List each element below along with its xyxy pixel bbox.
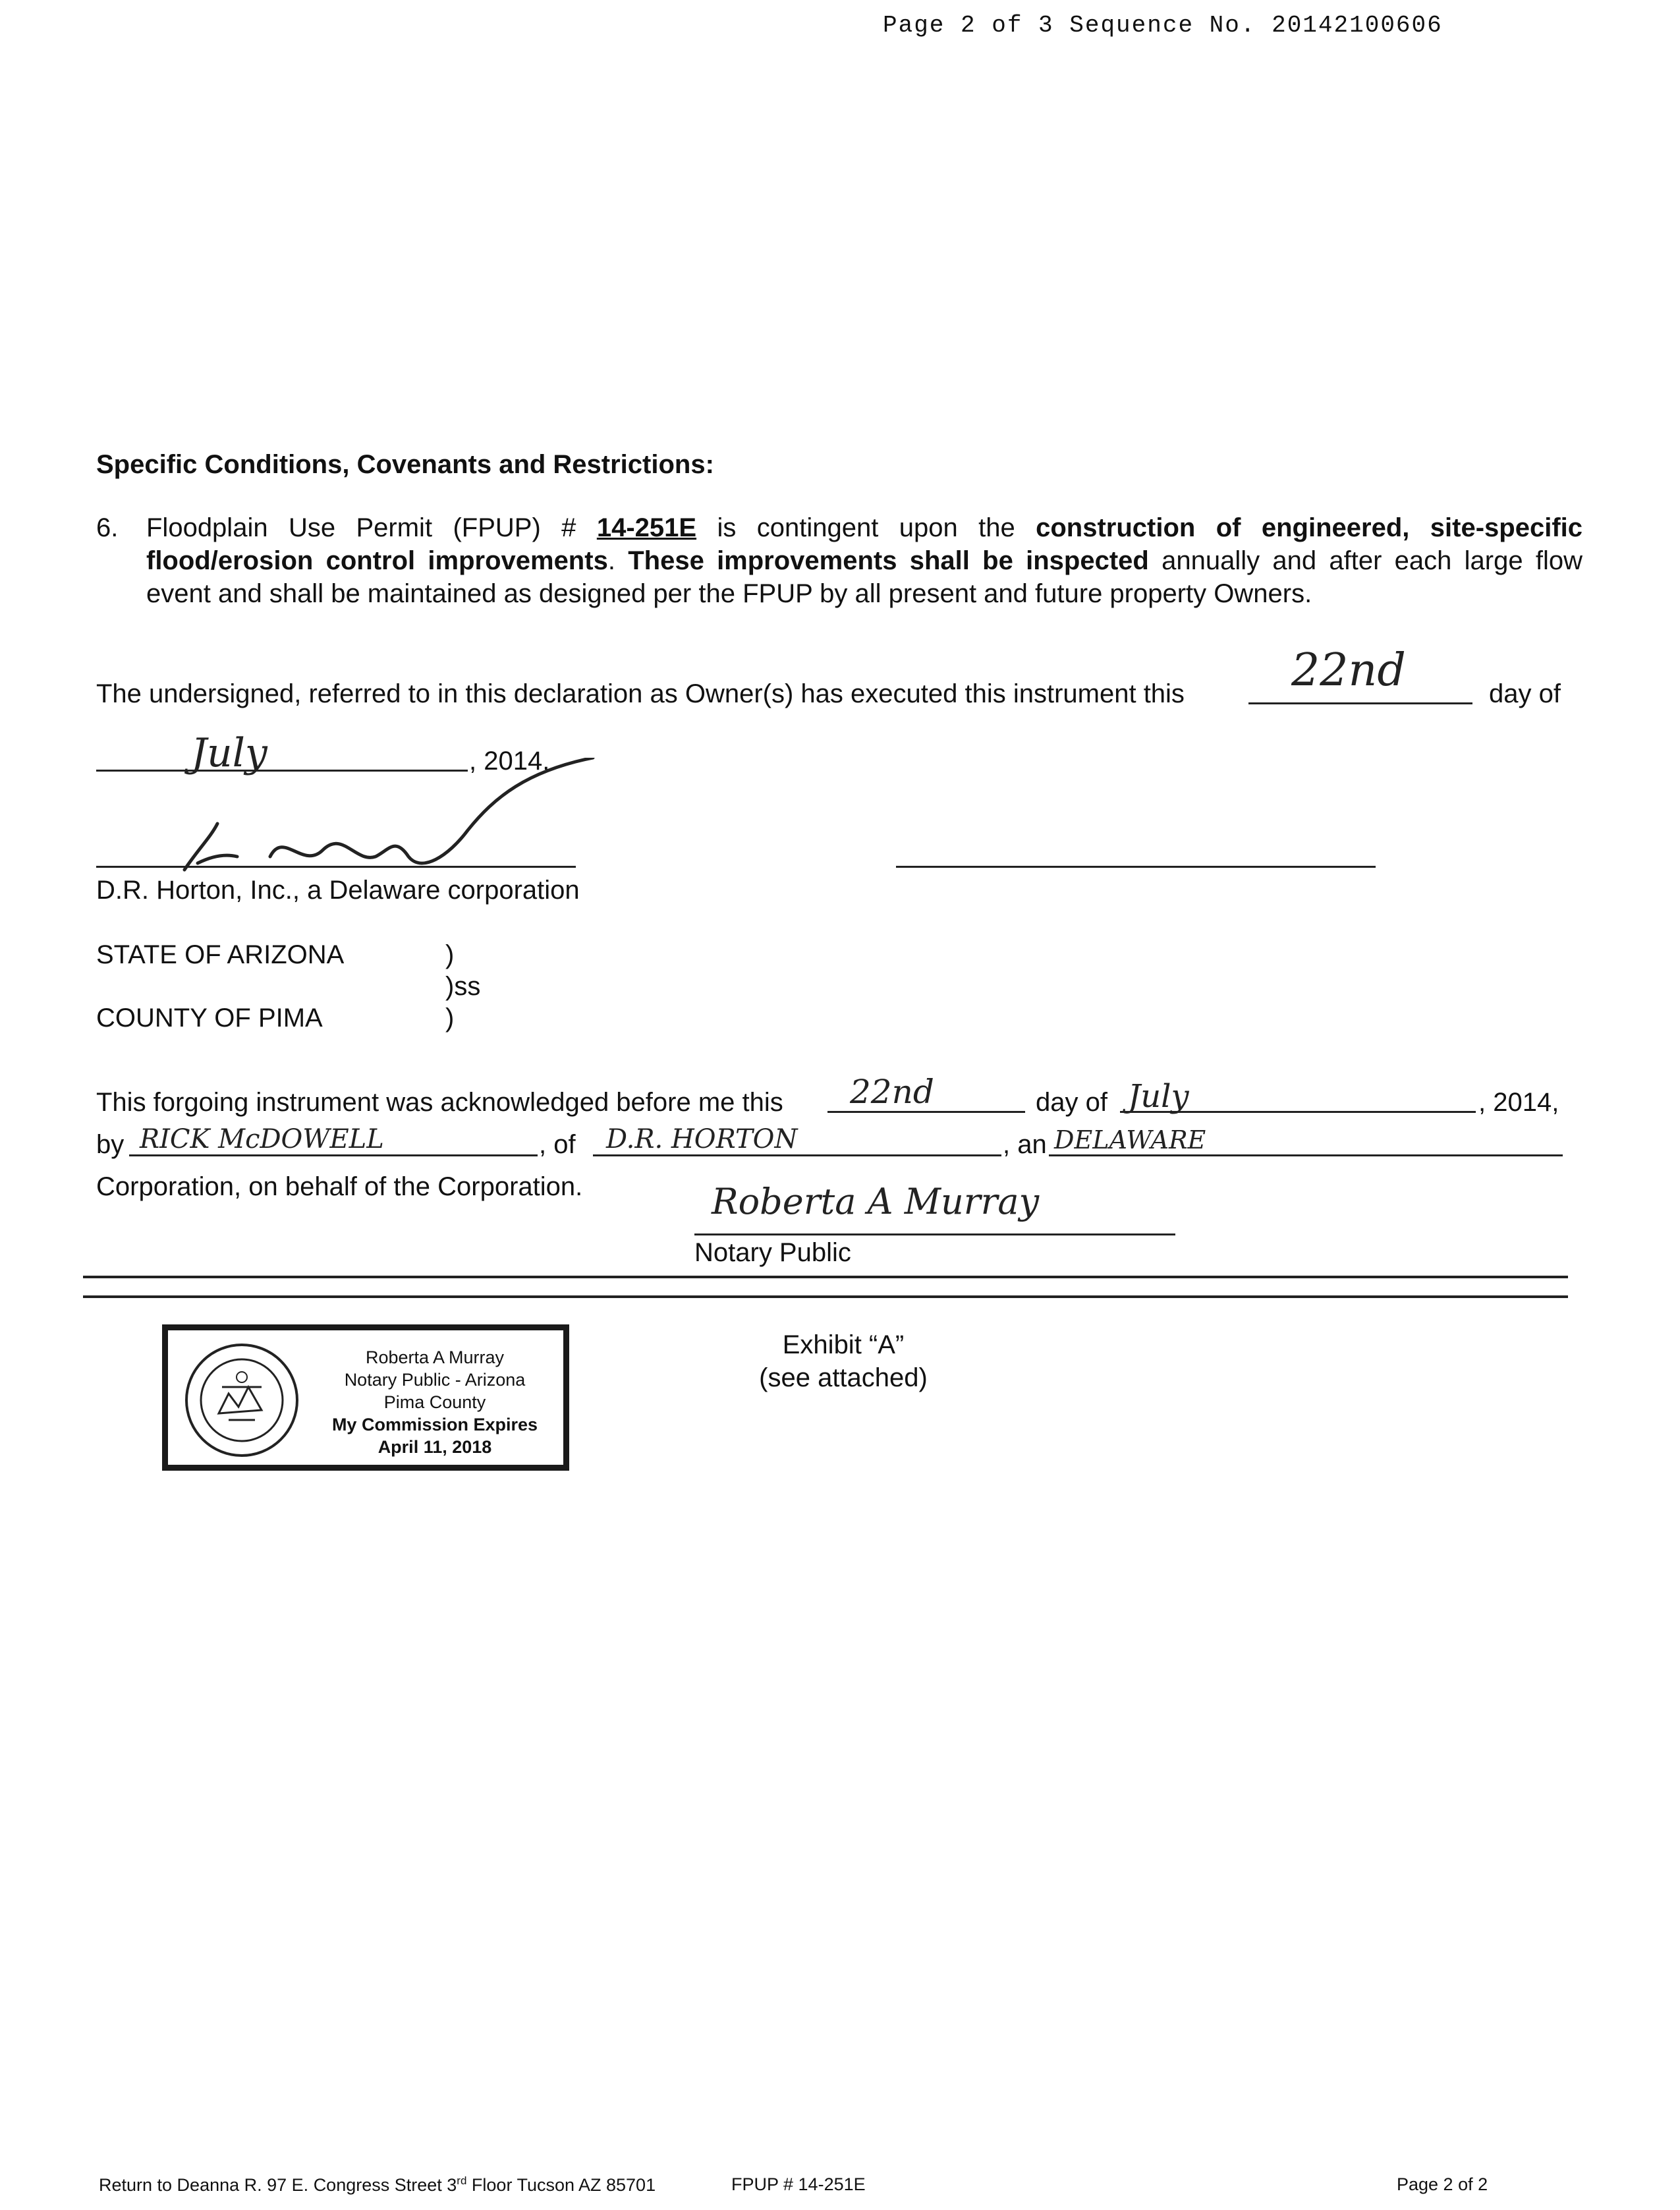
execution-year: , 2014. [469,747,550,776]
execution-month-handwritten: July [191,730,267,776]
rule-bottom [83,1295,1568,1298]
seal-name: Roberta A Murray [365,1347,505,1367]
footer-page-number: Page 2 of 2 [1397,2174,1488,2194]
footer-return-post: Floor Tucson AZ 85701 [466,2175,656,2195]
ack-by: by [96,1130,125,1159]
seal-title: Notary Public - Arizona [344,1370,526,1390]
condition-text-1: Floodplain Use Permit (FPUP) # [146,513,597,542]
item-number: 6. [96,513,119,542]
ack-text-4: Corporation, on behalf of the Corporation. [96,1172,583,1201]
condition-item [146,511,1582,610]
ack-year: , 2014, [1478,1088,1559,1117]
execution-day-of: day of [1489,679,1561,708]
venue-state: STATE OF ARIZONA [96,940,345,969]
permit-number: 14-251E [596,513,697,542]
ack-state-line [1049,1154,1563,1156]
venue-ss: )ss [445,972,481,1001]
condition-text-4: annually and after each large flow event and shall be maintained as designed per the FPUP by all present and future property Owners. [146,546,1582,608]
notary-seal-stamp [162,1324,569,1471]
seal-county: Pima County [383,1392,486,1412]
seal-commission-label: My Commission Expires [331,1415,538,1434]
venue-paren-2: ) [445,1004,455,1033]
condition-text-3: . [607,546,629,575]
owner-signature-line [96,866,576,868]
section-heading: Specific Conditions, Covenants and Restrictions: [96,450,714,479]
seal-expiry-date: April 11, 2018 [378,1437,492,1457]
venue-paren-1: ) [445,940,455,969]
footer-return-address [99,2174,656,2196]
condition-bold-1: construction of engineered, site-specific flood/erosion control improvements [146,513,1582,575]
rule-top [83,1276,1568,1278]
execution-text: The undersigned, referred to in this declaration as Owner(s) has executed this instrument this [96,679,1185,708]
second-signature-line [896,866,1376,868]
ack-month-handwritten: July [1128,1078,1189,1115]
ack-day-line [827,1111,1025,1113]
ack-state-handwritten: DELAWARE [1054,1125,1206,1154]
ack-text-1: This forgoing instrument was acknowledged before me this [96,1088,783,1117]
ack-an: , an [1003,1130,1047,1159]
recording-stamp: Page 2 of 3 Sequence No. 20142100606 [883,12,1443,39]
arizona-seal-emblem [182,1341,301,1459]
notary-public-label: Notary Public [694,1238,851,1267]
footer-return-pre: Return to Deanna R. 97 E. Congress Street 3 [99,2175,457,2195]
ack-day-handwritten: 22nd [850,1073,934,1111]
footer-fpup: FPUP # 14-251E [731,2174,866,2194]
signatory-company: D.R. Horton, Inc., a Delaware corporation [96,876,580,905]
venue-county: COUNTY OF PIMA [96,1004,323,1033]
ack-day-of: day of [1036,1088,1107,1117]
notary-signature: Roberta A Murray [712,1181,1040,1222]
footer-ordinal: rd [457,2174,467,2187]
ack-company-line [593,1154,1001,1156]
ack-company-handwritten: D.R. HORTON [606,1124,798,1154]
condition-bold-2: These improvements shall be inspected [628,546,1149,575]
ack-name-handwritten: RICK McDOWELL [140,1124,384,1154]
ack-of: , of [539,1130,576,1159]
execution-day-line [1248,702,1472,704]
exhibit-note: (see attached) [759,1363,928,1392]
condition-text-2: is contingent upon the [696,513,1036,542]
execution-day-handwritten: 22nd [1291,644,1406,696]
exhibit-title: Exhibit “A” [782,1330,905,1359]
owner-signature [171,758,606,883]
ack-name-line [129,1154,538,1156]
notary-signature-line [694,1233,1175,1235]
